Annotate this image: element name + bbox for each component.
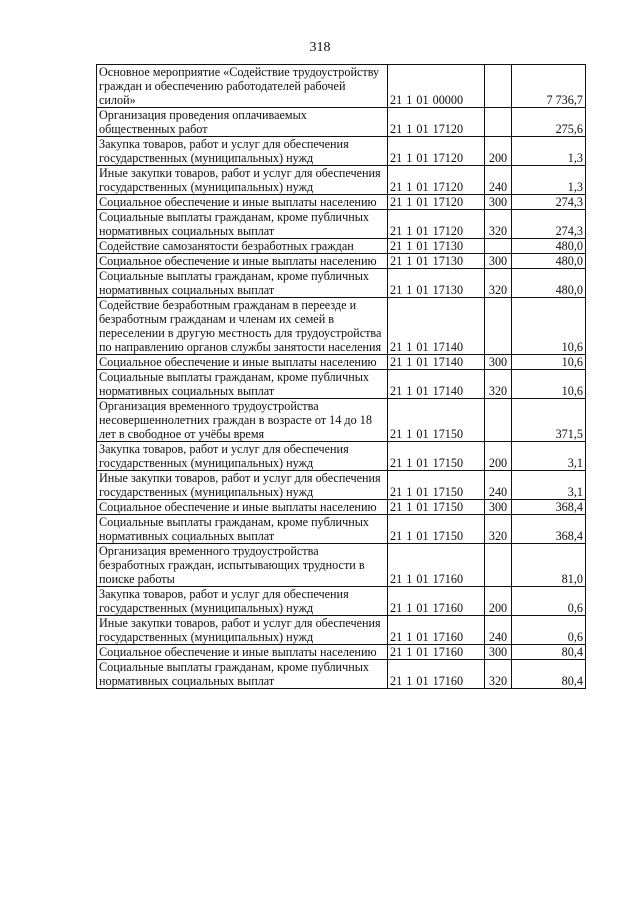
- row-amount: 274,3: [512, 195, 586, 210]
- row-code: 21 1 01 17150: [388, 442, 485, 471]
- row-amount: 3,1: [512, 471, 586, 500]
- row-amount: 81,0: [512, 544, 586, 587]
- budget-table-body: [97, 65, 586, 689]
- table-row: [97, 515, 586, 544]
- row-expense-type: 300: [485, 195, 512, 210]
- row-expense-type: 240: [485, 616, 512, 645]
- budget-table: [96, 64, 586, 689]
- row-code: 21 1 01 17160: [388, 645, 485, 660]
- row-name: Социальное обеспечение и иные выплаты населению: [97, 355, 388, 370]
- row-expense-type: 320: [485, 660, 512, 689]
- row-code: 21 1 01 17120: [388, 108, 485, 137]
- row-name: Социальное обеспечение и иные выплаты населению: [97, 195, 388, 210]
- row-name: Закупка товаров, работ и услуг для обеспечения государственных (муниципальных) нужд: [97, 137, 388, 166]
- row-code: 21 1 01 17160: [388, 660, 485, 689]
- table-row: [97, 298, 586, 355]
- row-code: 21 1 01 17140: [388, 370, 485, 399]
- table-row: [97, 660, 586, 689]
- row-amount: 10,6: [512, 298, 586, 355]
- row-name: Социальные выплаты гражданам, кроме публичных нормативных социальных выплат: [97, 210, 388, 239]
- row-expense-type: 300: [485, 355, 512, 370]
- row-name: Иные закупки товаров, работ и услуг для обеспечения государственных (муниципальных) нужд: [97, 471, 388, 500]
- row-name: Иные закупки товаров, работ и услуг для обеспечения государственных (муниципальных) нужд: [97, 616, 388, 645]
- row-code: 21 1 01 17130: [388, 254, 485, 269]
- row-expense-type: 200: [485, 137, 512, 166]
- row-amount: 480,0: [512, 254, 586, 269]
- table-row: [97, 137, 586, 166]
- row-expense-type: [485, 544, 512, 587]
- row-code: 21 1 01 17130: [388, 239, 485, 254]
- row-amount: 1,3: [512, 137, 586, 166]
- table-row: [97, 355, 586, 370]
- row-code: 21 1 01 17150: [388, 515, 485, 544]
- row-name: Социальное обеспечение и иные выплаты населению: [97, 645, 388, 660]
- row-name: Организация проведения оплачиваемых общественных работ: [97, 108, 388, 137]
- row-name: Социальное обеспечение и иные выплаты населению: [97, 254, 388, 269]
- row-expense-type: 200: [485, 587, 512, 616]
- page-number: 318: [309, 40, 331, 55]
- row-expense-type: 240: [485, 471, 512, 500]
- row-expense-type: 200: [485, 442, 512, 471]
- table-row: [97, 269, 586, 298]
- row-expense-type: [485, 399, 512, 442]
- row-amount: 0,6: [512, 616, 586, 645]
- row-expense-type: 300: [485, 645, 512, 660]
- row-code: 21 1 01 17150: [388, 399, 485, 442]
- row-name: Основное мероприятие «Содействие трудоустройству граждан и обеспечению работодателей рабочей силой»: [97, 65, 388, 108]
- row-name: Организация временного трудоустройства безработных граждан, испытывающих трудности в поиске работы: [97, 544, 388, 587]
- row-amount: 80,4: [512, 660, 586, 689]
- table-row: [97, 544, 586, 587]
- row-name: Иные закупки товаров, работ и услуг для обеспечения государственных (муниципальных) нужд: [97, 166, 388, 195]
- row-amount: 1,3: [512, 166, 586, 195]
- row-expense-type: 320: [485, 515, 512, 544]
- row-code: 21 1 01 17120: [388, 195, 485, 210]
- row-amount: 80,4: [512, 645, 586, 660]
- row-amount: 368,4: [512, 515, 586, 544]
- row-expense-type: 320: [485, 210, 512, 239]
- row-name: Социальные выплаты гражданам, кроме публичных нормативных социальных выплат: [97, 660, 388, 689]
- row-expense-type: 300: [485, 254, 512, 269]
- row-code: 21 1 01 17150: [388, 500, 485, 515]
- table-row: [97, 239, 586, 254]
- row-name: Содействие самозанятости безработных граждан: [97, 239, 388, 254]
- row-amount: 10,6: [512, 370, 586, 399]
- table-row: [97, 616, 586, 645]
- table-row: [97, 108, 586, 137]
- row-name: Социальное обеспечение и иные выплаты населению: [97, 500, 388, 515]
- row-amount: 368,4: [512, 500, 586, 515]
- row-expense-type: 300: [485, 500, 512, 515]
- row-code: 21 1 01 17140: [388, 298, 485, 355]
- row-amount: 7 736,7: [512, 65, 586, 108]
- table-row: [97, 500, 586, 515]
- table-row: [97, 587, 586, 616]
- row-name: Организация временного трудоустройства несовершеннолетних граждан в возрасте от 14 до 18 лет в свободное от учёбы время: [97, 399, 388, 442]
- row-expense-type: 240: [485, 166, 512, 195]
- row-expense-type: [485, 239, 512, 254]
- row-code: 21 1 01 17120: [388, 137, 485, 166]
- table-row: [97, 195, 586, 210]
- row-name: Социальные выплаты гражданам, кроме публичных нормативных социальных выплат: [97, 370, 388, 399]
- row-name: Социальные выплаты гражданам, кроме публичных нормативных социальных выплат: [97, 515, 388, 544]
- row-amount: 3,1: [512, 442, 586, 471]
- row-amount: 480,0: [512, 239, 586, 254]
- row-expense-type: [485, 65, 512, 108]
- row-name: Закупка товаров, работ и услуг для обеспечения государственных (муниципальных) нужд: [97, 587, 388, 616]
- row-expense-type: [485, 108, 512, 137]
- row-amount: 274,3: [512, 210, 586, 239]
- table-row: [97, 471, 586, 500]
- table-row: [97, 399, 586, 442]
- row-code: 21 1 01 17120: [388, 166, 485, 195]
- table-row: [97, 65, 586, 108]
- row-amount: 10,6: [512, 355, 586, 370]
- row-amount: 0,6: [512, 587, 586, 616]
- margin-mark: ·: [95, 462, 99, 473]
- row-name: Социальные выплаты гражданам, кроме публичных нормативных социальных выплат: [97, 269, 388, 298]
- table-row: [97, 370, 586, 399]
- table-row: [97, 645, 586, 660]
- row-amount: 480,0: [512, 269, 586, 298]
- row-name: Содействие безработным гражданам в переезде и безработным гражданам и членам их семей в переселении в другую местность для трудоустройства по направлению органов службы занятости населения: [97, 298, 388, 355]
- row-expense-type: 320: [485, 370, 512, 399]
- row-code: 21 1 01 17140: [388, 355, 485, 370]
- row-code: 21 1 01 00000: [388, 65, 485, 108]
- table-row: [97, 442, 586, 471]
- row-expense-type: [485, 298, 512, 355]
- row-code: 21 1 01 17120: [388, 210, 485, 239]
- row-code: 21 1 01 17160: [388, 544, 485, 587]
- row-expense-type: 320: [485, 269, 512, 298]
- table-row: [97, 254, 586, 269]
- row-amount: 275,6: [512, 108, 586, 137]
- table-row: [97, 210, 586, 239]
- row-code: 21 1 01 17160: [388, 587, 485, 616]
- table-row: [97, 166, 586, 195]
- row-code: 21 1 01 17130: [388, 269, 485, 298]
- row-code: 21 1 01 17150: [388, 471, 485, 500]
- row-code: 21 1 01 17160: [388, 616, 485, 645]
- row-name: Закупка товаров, работ и услуг для обеспечения государственных (муниципальных) нужд: [97, 442, 388, 471]
- row-amount: 371,5: [512, 399, 586, 442]
